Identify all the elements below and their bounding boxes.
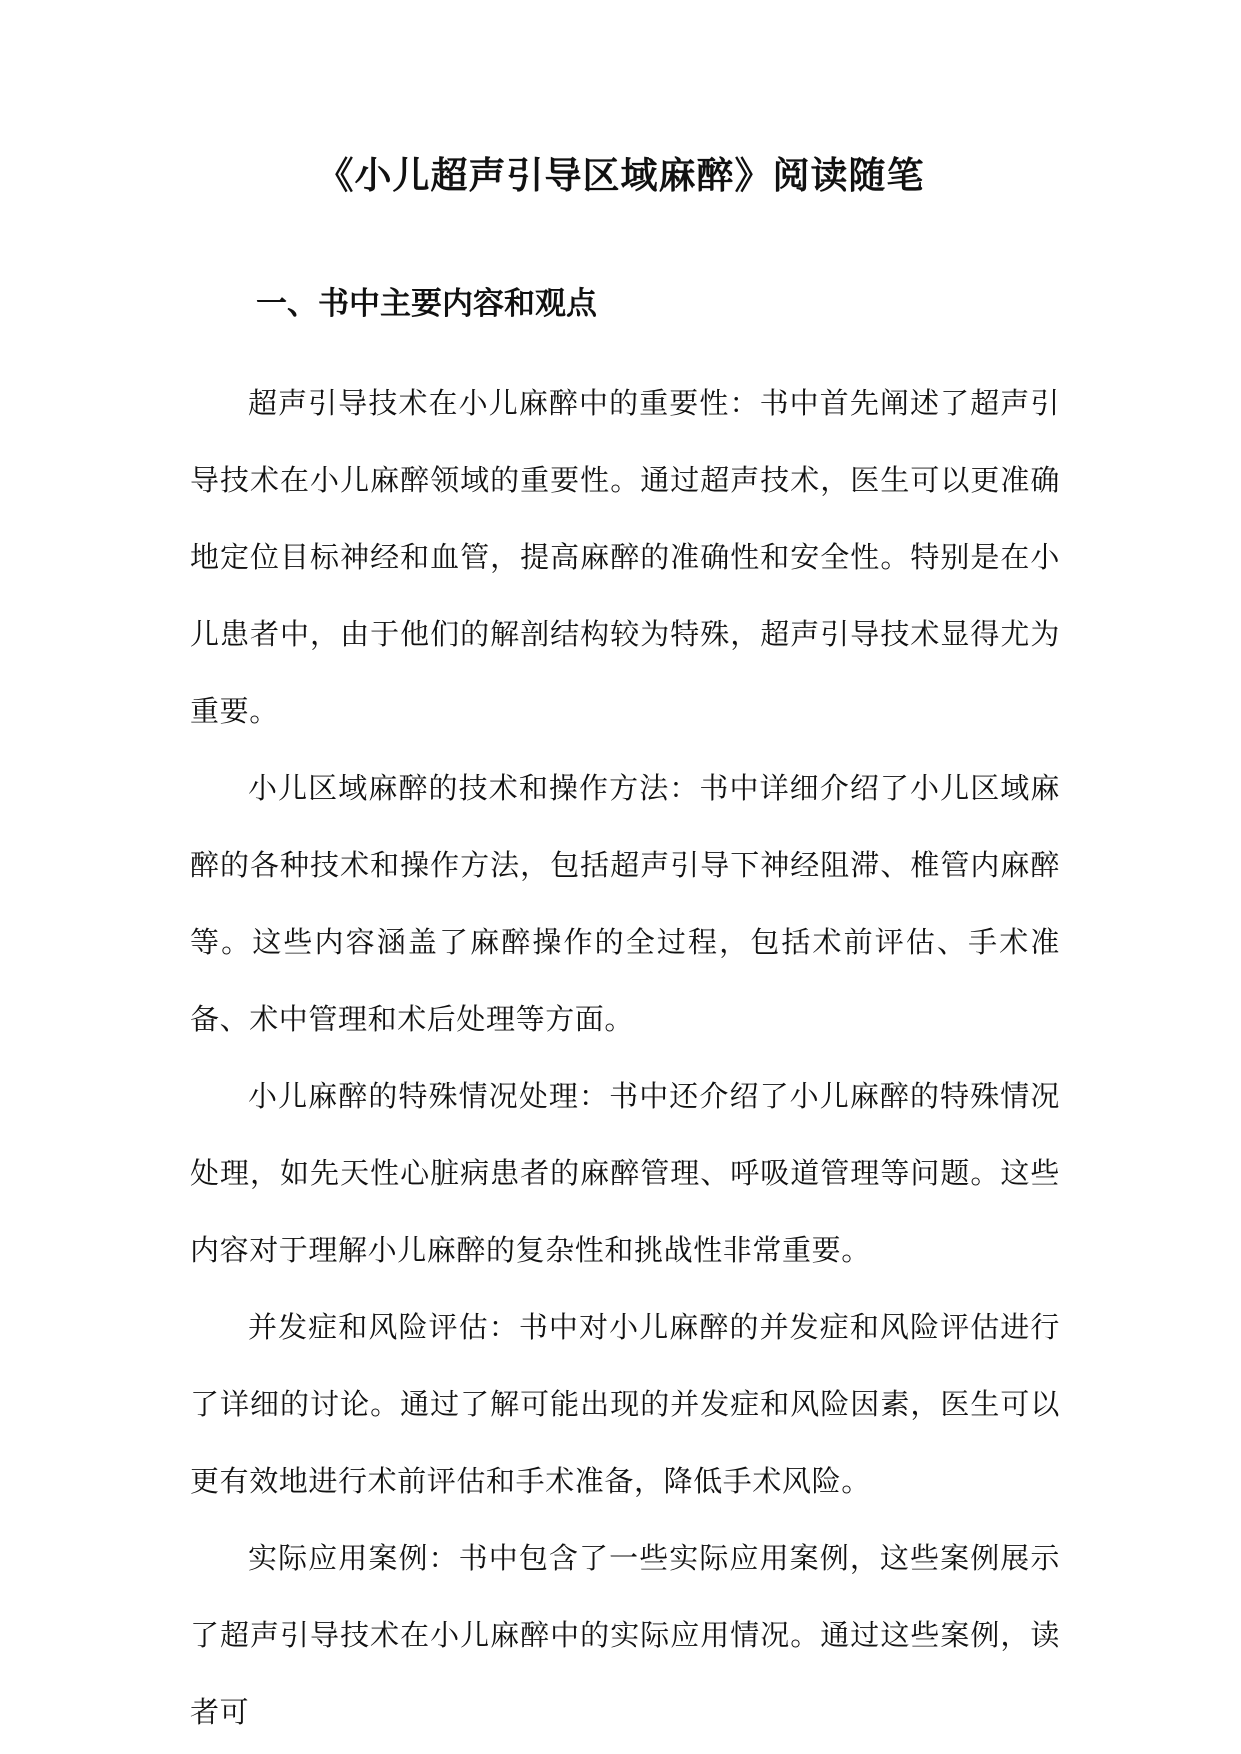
section-body bbox=[190, 365, 1060, 1751]
paragraph-regional-techniques: 小儿区域麻醉的技术和操作方法：书中详细介绍了小儿区域麻醉的各种技术和操作方法，包括超声引导下神经阻滞、椎管内麻醉等。这些内容涵盖了麻醉操作的全过程，包括术前评估、手术准备、术中管理和术后处理等方面。 bbox=[190, 771, 1060, 1036]
paragraph-complications-risk: 并发症和风险评估：书中对小儿麻醉的并发症和风险评估进行了详细的讨论。通过了解可能出现的并发症和风险因素，医生可以更有效地进行术前评估和手术准备，降低手术风险。 bbox=[190, 1310, 1060, 1498]
paragraph-special-cases: 小儿麻醉的特殊情况处理：书中还介绍了小儿麻醉的特殊情况处理，如先天性心脏病患者的麻醉管理、呼吸道管理等问题。这些内容对于理解小儿麻醉的复杂性和挑战性非常重要。 bbox=[190, 1079, 1060, 1267]
paragraph-case-studies: 实际应用案例：书中包含了一些实际应用案例，这些案例展示了超声引导技术在小儿麻醉中的实际应用情况。通过这些案例，读者可 bbox=[190, 1541, 1060, 1729]
document-title: 《小儿超声引导区域麻醉》阅读随笔 bbox=[316, 153, 925, 197]
section-heading: 一、书中主要内容和观点 bbox=[256, 286, 597, 322]
paragraph-ultrasound-importance: 超声引导技术在小儿麻醉中的重要性：书中首先阐述了超声引导技术在小儿麻醉领域的重要性。通过超声技术，医生可以更准确地定位目标神经和血管，提高麻醉的准确性和安全性。特别是在小儿患者中，由于他们的解剖结构较为特殊，超声引导技术显得尤为重要。 bbox=[190, 386, 1060, 728]
